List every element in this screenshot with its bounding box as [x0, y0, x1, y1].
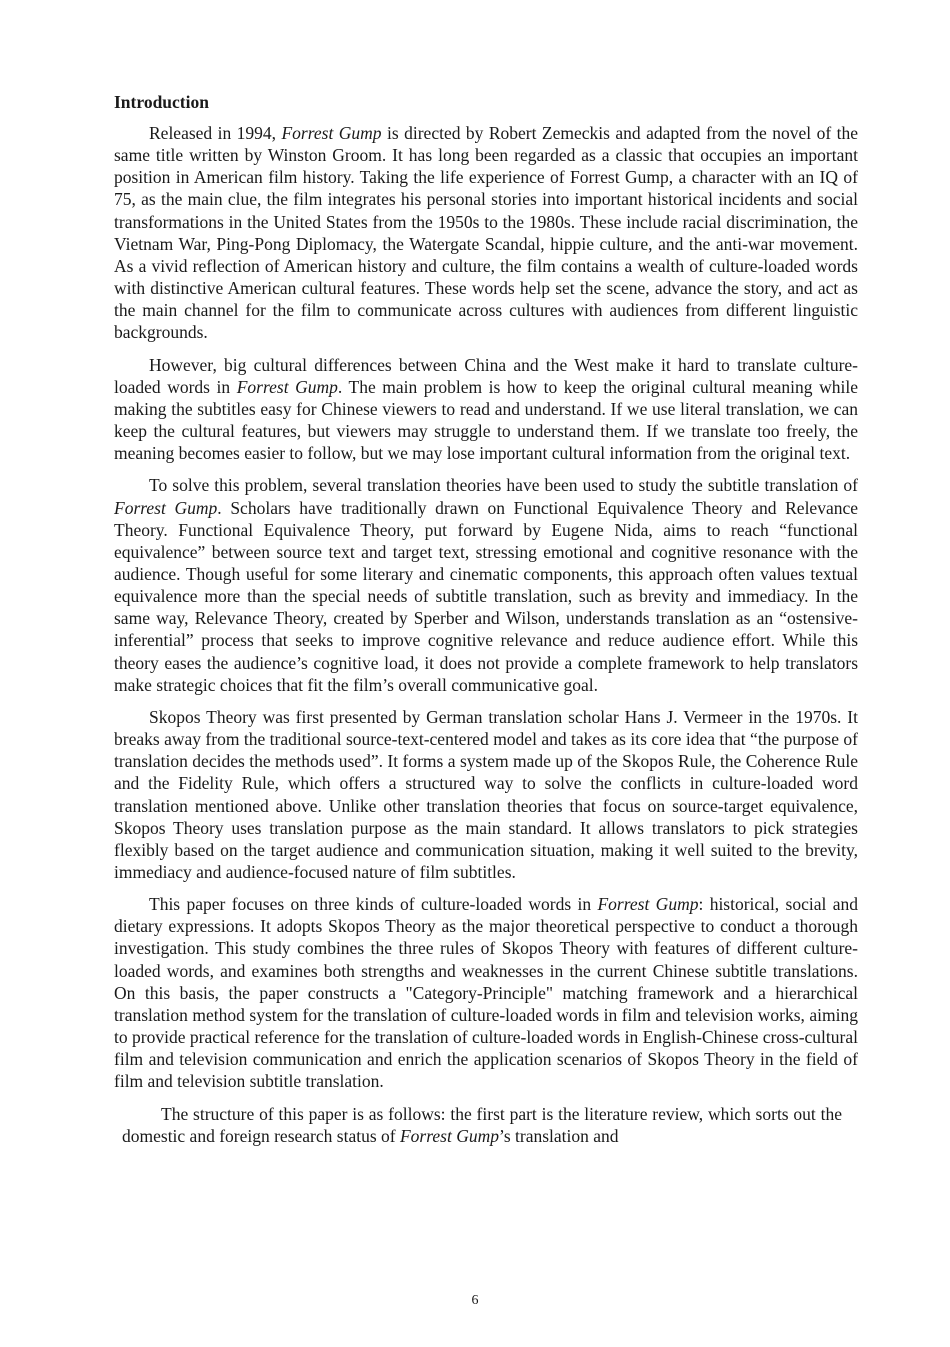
page-number: 6 [471, 1293, 479, 1308]
film-title: Forrest Gump [236, 376, 338, 397]
paragraph-text: Released in 1994, [149, 123, 282, 143]
paragraph-text: However, big cultural differences between China and the West make it hard to translate culture-loaded words in [114, 354, 858, 397]
paragraph-4 [114, 706, 858, 883]
paragraph-5 [114, 893, 858, 1092]
paragraph-text: : historical, social and dietary expressions. It adopts Skopos Theory as the major theoretical perspective to conduct a thorough investigation. This study combines the three rules of Skopos Theory with features of different culture-loaded words, and examines both strengths and weaknesses in the current Chinese subtitle translations. On this basis, the paper constructs a "Category-Principle" matching framework and a hierarchical translation method system for the translation of culture-loaded words in film and television works, aiming to provide practical reference for the translation of culture-loaded words in English-Chinese cross-cultural film and television communication and enrich the application scenarios of Skopos Theory in the field of film and television subtitle translation. [114, 894, 858, 1092]
paragraph-3 [114, 474, 858, 696]
paragraph-text: ’s translation and [498, 1125, 619, 1146]
document-body [114, 90, 858, 1157]
film-title: Forrest Gump [597, 894, 699, 915]
paragraph-text: To solve this problem, several translation theories have been used to study the subtitle translation of [149, 475, 858, 496]
paragraph-text: . Scholars have traditionally drawn on Functional Equivalence Theory and Relevance Theory. Functional Equivalence Theory, put forward by Eugene Nida, aims to reach “functional equivalence” between source text and target text, stressing emotional and cognitive resonance with the audience. Though useful for some literary and cinematic components, this approach often values textual equivalence more than the special needs of subtitle translation, such as brevity and immediacy. In the same way, Relevance Theory, created by Sperber and Wilson, understands translation as an “ostensive-inferential” process that seeks to improve cognitive relevance and reduce audience effort. While this theory eases the audience’s cognitive load, it does not provide a complete framework to help translators make strategic choices that fit the film’s overall communicative goal. [114, 497, 858, 695]
paragraph-6 [122, 1103, 842, 1147]
film-title: Forrest Gump [114, 497, 218, 518]
paragraph-text: This paper focuses on three kinds of culture-loaded words in [149, 894, 598, 915]
paragraph-1 [114, 122, 858, 344]
paragraph-text: . The main problem is how to keep the original cultural meaning while making the subtitles easy for Chinese viewers to read and understand. If we use literal translation, we can keep the cultural features, but viewers may struggle to understand them. If we translate too freely, the meaning becomes easier to follow, but we may lose important cultural information from the original text. [114, 376, 858, 464]
paragraph-text: The structure of this paper is as follows: the first part is the literature review, which sorts out the domestic and foreign research status of [122, 1103, 842, 1146]
paragraph-text: is directed by Robert Zemeckis and adapted from the novel of the same title written by Winston Groom. It has long been regarded as a classic that occupies an important position in American film history. Taking the life experience of Forrest Gump, a character with an IQ of 75, as the main clue, the film integrates his personal stories into important historical incidents and social transformations in the United States from the 1950s to the 1980s. These include racial discrimination, the Vietnam War, Ping-Pong Diplomacy, the Watergate Scandal, hippie culture, and the anti-war movement. As a vivid reflection of American history and culture, the film contains a wealth of culture-loaded words with distinctive American cultural features. These words help set the scene, advance the story, and act as the main channel for the film to communicate across cultures with audiences from different linguistic backgrounds. [114, 123, 858, 343]
paragraph-text: Skopos Theory was first presented by German translation scholar Hans J. Vermeer in the 1970s. It breaks away from the traditional source-text-centered model and takes as its core idea that “the purpose of translation decides the methods used”. It forms a system made up of the Skopos Rule, the Coherence Rule and the Fidelity Rule, which offers a structured way to solve the conflicts in culture-loaded word translation mentioned above. Unlike other translation theories that focus on source-target equivalence, Skopos Theory uses translation purpose as the main standard. It allows translators to pick strategies flexibly based on the target audience and communication situation, making it well suited to the brevity, immediacy and audience-focused nature of film subtitles. [114, 706, 858, 882]
film-title: Forrest Gump [281, 123, 382, 143]
paragraph-2 [114, 354, 858, 465]
film-title: Forrest Gump [399, 1125, 499, 1146]
section-heading: Introduction [114, 92, 209, 112]
